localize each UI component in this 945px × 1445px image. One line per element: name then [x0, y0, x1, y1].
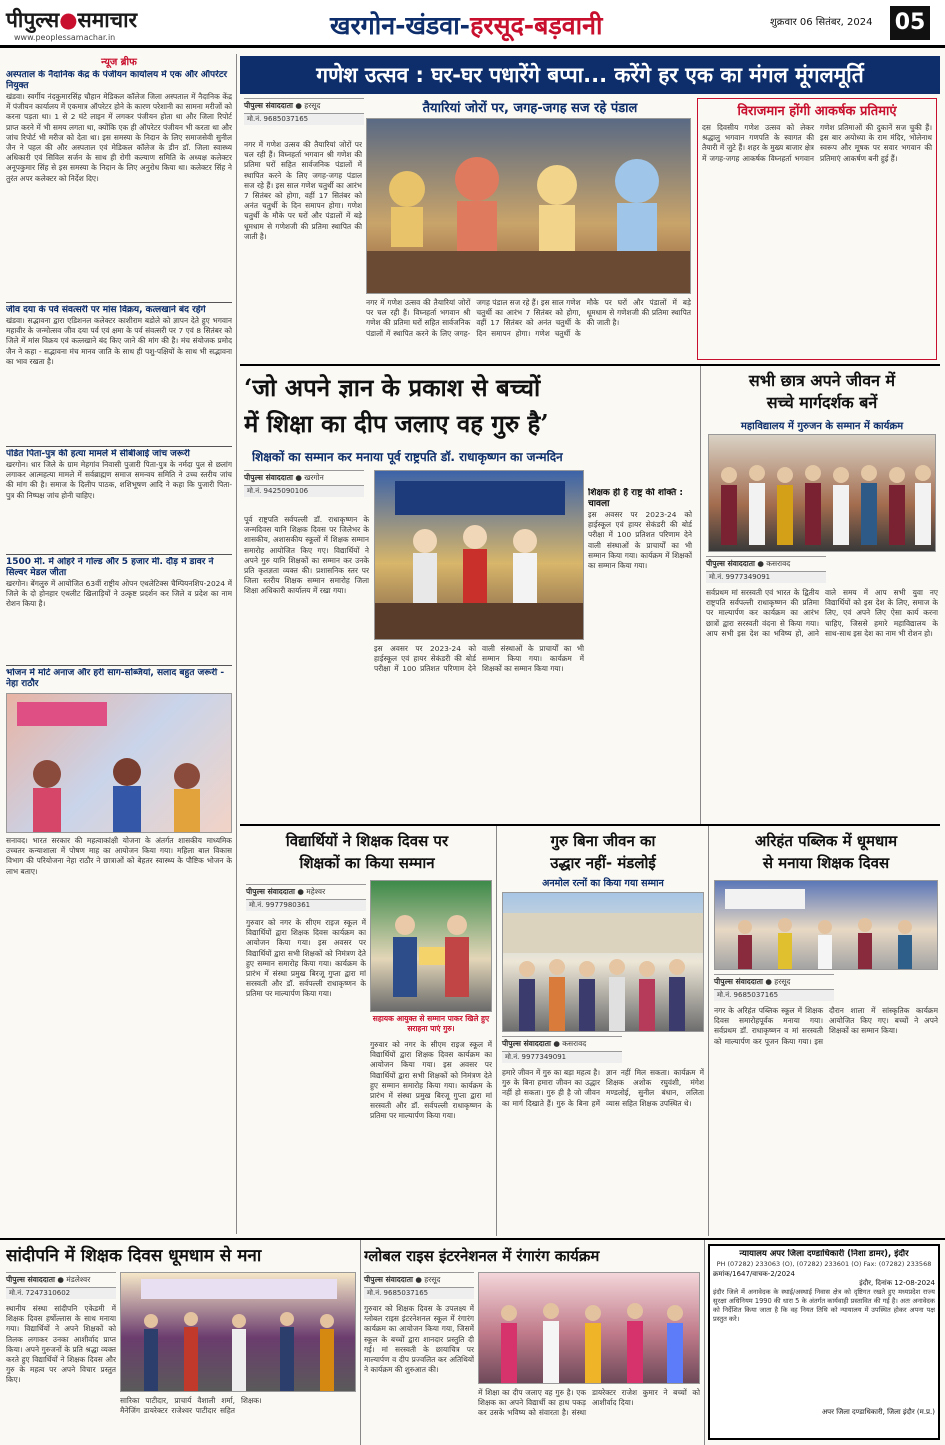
ganesh-sub-headline: विराजमान होंगी आकर्षक प्रतिमाएं	[737, 104, 897, 119]
ganesh-headline: गणेश उत्सव : घर-घर पधारेंगे बप्पा... करेंगे हर एक का मंगल मूंगलमूर्ति	[240, 56, 940, 94]
court-footer: अपर जिला दण्डाधिकारी, जिला इंदौर (म.प्र.)	[821, 1408, 935, 1416]
guru-byline: पीपुल्स संवाददाता ● खरगोन मो.नं. 9425090106	[244, 470, 364, 497]
maheshwar-byline: पीपुल्स संवाददाता ● महेश्वर मो.नं. 9977980361	[246, 884, 366, 911]
guru-deck: शिक्षकों का सम्मान कर मनाया पूर्व राष्ट्रपति डॉ. राधाकृष्णन का जन्मदिन	[252, 450, 563, 464]
issue-date: शुक्रवार 06 सितंबर, 2024	[770, 17, 873, 28]
mandloi-headline: गुरु बिना जीवन का उद्धार नहीं- मंडलोई	[550, 832, 656, 872]
ganesh-body: नगर में गणेश उत्सव की तैयारियां जोरों पर चल रही हैं। विघ्नहर्ता भगवान श्री गणेश की प्रतिमा घरों सहित सार्वजनिक पंडालों में स्थापित करने के लिए जगह-जगह पंडाल सज रहे हैं। इस साल गणेश चतुर्थी का आरंभ 7 सितंबर को होगा, वहीं 17 सितंबर को अनंत चतुर्थी के दिन समापन होगा। गणेश चतुर्थी के मौके पर घरों और पंडालों में बड़े धूमधाम से गणेशजी की प्रतिमा स्थापित की जाती है।	[244, 140, 362, 241]
brief-headline-5: भोजन में मोटे अनाज और हरी साग-सब्जियां, सलाद बहुत जरूरी - नेहा राठौर	[6, 668, 225, 689]
brief-body-5: सनावद। भारत सरकार की महत्वाकांक्षी योजना के अंतर्गत शासकीय माध्यमिक उच्चतर कन्याशाला में पोषण माह का आयोजन किया गया। महिला बाल विकास विभाग की परियोजना नेहा राठौर ने छात्राओं को बेहतर स्वास्थ्य के पौष्टिक भोजन के लाभ बताए।	[6, 836, 232, 876]
guru-headline: ‘जो अपने ज्ञान के प्रकाश से बच्चों में शिक्षा का दीप जलाए वह गुरु है’	[244, 373, 549, 438]
mandloi-body: हमारे जीवन में गुरु का बड़ा महत्व है। गुरु के बिना हमारा जीवन का उद्धार नहीं हो सकता। गुरु ही है जो जीवन का मार्ग दिखाते हैं। गुरु के बिना हमें ज्ञान नहीं मिल सकता। कार्यक्रम में शिक्षक अशोक रघुवंशी, मंगेश मण्डलोई, सुनील बंधान, ललिता व्यास सहित शिक्षक उपस्थित थे।	[502, 1068, 704, 1108]
newspaper-logo: पीपुल्स●समाचार	[6, 7, 138, 32]
ganesh-byline: पीपुल्स संवाददाता ● हरसूद मो.नं. 9685037165	[244, 98, 364, 125]
page-number: 05	[890, 6, 930, 40]
ganesh-body-continued: नगर में गणेश उत्सव की तैयारियां जोरों पर चल रही हैं। विघ्नहर्ता भगवान श्री गणेश की प्रतिमा घरों सहित सार्वजनिक पंडालों में स्थापित करने के लिए जगह-जगह पंडाल सज रहे हैं। इस साल गणेश चतुर्थी का आरंभ 7 सितंबर को होगा, वहीं 17 सितंबर को अनंत चतुर्थी के दिन समापन होगा। गणेश चतुर्थी के मौके पर घरों और पंडालों में बड़े धूमधाम से गणेशजी की प्रतिमा स्थापित की जाती है।	[366, 298, 691, 338]
news-brief-column	[6, 54, 232, 1054]
court-notice	[708, 1244, 940, 1440]
court-body: इंदौर जिले में अनावेदक के स्थाई/अस्थाई निवास क्षेत्र को दृष्टिगत रखते हुए मध्यप्रदेश राज्य सुरक्षा अधिनियम 1990 की धारा 5 के अंतर्गत कार्यवाही प्रस्तावित की गई है। अतः अनावेदक को निर्देशित किया जाता है कि वह नियत तिथि को न्यायालय में उपस्थित होकर अपना पक्ष प्रस्तुत करे।	[713, 1288, 935, 1323]
arihant-headline: अरिहंत पब्लिक में धूमधाम से मनाया शिक्षक दिवस	[754, 832, 898, 872]
guru-body-continued: इस अवसर पर 2023-24 को हाईस्कूल एवं हायर सेकंडरी की बोर्ड परीक्षा में 100 प्रतिशत परिणाम देने वाली संस्थाओं के प्राचार्यों का भी सम्मान किया गया। कार्यक्रम में शिक्षकों का सम्मान किया गया।	[374, 644, 584, 674]
mandloi-deck: अनमोल रत्नों का किया गया सम्मान	[542, 878, 664, 889]
mandloi-byline: पीपुल्स संवाददाता ● कसरावद मो.नं. 9977349091	[502, 1036, 622, 1063]
global-body-continued: में शिक्षा का दीप जलाए वह गुरु है। एक शिक्षक का अपने विद्यार्थी का हाथ पकड़ कर उसके भविष्य को संवारता है। संस्था डायरेक्टर राजेश कुमार ने बच्चों को आशीर्वाद दिया।	[478, 1388, 700, 1418]
students-deck: महाविद्यालय में गुरुजन के सम्मान में कार्यक्रम	[740, 421, 904, 432]
brief-headline-1: अस्पताल के नैदानिक केंद्र के पंजीयन कार्यालय में एक और ऑपरेटर नियुक्त	[6, 70, 228, 91]
poshan-mah-photo	[6, 693, 232, 833]
guru-quote-body: इस अवसर पर 2023-24 को हाईस्कूल एवं हायर सेकंडरी की बोर्ड परीक्षा में 100 प्रतिशत परिणाम देने वाली संस्थाओं के प्राचार्यों का भी सम्मान किया गया। कार्यक्रम में शिक्षकों का सम्मान किया गया।	[588, 510, 692, 571]
brief-body-1: खंडवा। स्वर्गीय नंदकुमारसिंह चौहान मेडिकल कॉलेज जिला अस्पताल में नैदानिक केंद्र में पंजीयन कार्यालय में एकमात्र ऑपरेटर होने के कारण परेशानी का सामना मरीजों को करना पड़ता था। 1 से 2 घंटे लाइन में लगकर पंजीयन होता था और जिला रिपोर्ट प्राप्त करने में भी समय लगता था, क्योंकि एक ही ऑपरेटर पंजीयन भी करता था और जांच रिपोर्ट भी मरीज को देता था। इस समस्या के निदान के लिए समाजसेवी सुनील जैन ने पहल की और अस्पताल एवं मेडिकल कॉलेज के डीन डाॅ. जिला स्वास्थ्य अधिकारी एवं सिविल सर्जन के साथ ही रोगी कल्याण समिति के अध्यक्ष कलेक्टर अनूपकुमार सिंह से इस समस्या के निदान के लिए अनुरोध किया था। कलेक्टर सिंह ने तुरंत अपर कलेक्टर को निर्देश दिए।	[6, 92, 232, 183]
global-photo	[478, 1272, 700, 1384]
court-title: न्यायालय अपर जिला दण्डाधिकारी (निशा डामर), इंदौर	[739, 1249, 909, 1259]
news-brief-kicker: न्यूज ब्रीफ	[101, 57, 137, 68]
website-url[interactable]: www.peoplessamachar.in	[14, 33, 116, 42]
arihant-body: नगर के अरिहंत पब्लिक स्कूल में शिक्षक दिवस समारोहपूर्वक मनाया गया। सर्वप्रथम डॉ. राधाकृष्णन व मां सरस्वती को माल्यार्पण कर पूजन किया गया। इस दौरान शाला में सांस्कृतिक कार्यक्रम आयोजित किए गए। बच्चों ने अपने शिक्षकों का सम्मान किया।	[714, 1006, 938, 1046]
arihant-photo	[714, 880, 938, 970]
sandipani-byline: पीपुल्स संवाददाता ● मंडलेश्वर मो.नं. 7247310602	[6, 1272, 116, 1299]
court-date: इंदौर, दिनांक 12-08-2024	[859, 1279, 935, 1287]
court-contact: PH (07282) 233063 (O), (07282) 233601 (O) Fax: (07282) 233568	[716, 1260, 932, 1268]
students-body: सर्वप्रथम मां सरस्वती एवं भारत के द्वितीय राष्ट्रपति सर्वपल्ली राधाकृष्णन की प्रतिमा पर माल्यार्पण कर कार्यक्रम का आरंभ छात्रों द्वारा सरस्वती वंदना से किया गया। आप सभी इस देश का भविष्य हो, आने वाले समय में आप सभी युवा नए विद्यार्थियों को इस देश के लिए, समाज के लिए, एवं अपने लिए ऐसा कार्य करना चाहिए, जिससे हमारे महाविद्यालय के साथ-साथ इस देश का नाम भी रोशन हो।	[706, 588, 938, 638]
brief-body-2: खंडवा। सद्भावना द्वारा एडिशनल कलेक्टर काशीराम बडोले को ज्ञापन देते हुए भगवान महावीर के जन्मोत्सव जीव दया पर्व एवं क्षमा के पर्व संवत्सरी पर 7 एवं 8 सितंबर को जिले में मांस विक्रय एवं कत्लखाने बंद किए जाने की मांग की है। मंच संयोजक प्रमोद जैन ने कहा - सद्भावना मंच मानव जाति के साथ ही पशु-पक्षियों के साथ भी सद्भावना का भाव रखता है।	[6, 316, 232, 366]
section-title: खरगोन-खंडवा-हरसूद-बड़वानी	[330, 11, 603, 40]
sandipani-body: स्थानीय संस्था सांदीपनि एकेडमी में शिक्षक दिवस हर्षोल्लास के साथ मनाया गया। विद्यार्थियों ने अपने शिक्षकों को तिलक लगाकर उनका आशीर्वाद प्राप्त किया। अपने गुरुजनों के प्रति श्रद्धा व्यक्त करते हुए विद्यार्थियों ने शिक्षक दिवस और गुरु के महत्व पर अपने विचार प्रस्तुत किए।	[6, 1304, 116, 1385]
ganesh-sidebar	[697, 98, 937, 360]
students-headline: सभी छात्र अपने जीवन में सच्चे मार्गदर्शक बनें	[748, 371, 896, 412]
maheshwar-photo	[370, 880, 492, 1012]
sandipani-caption: सारिका पाटीदार, प्राचार्य वैशाली शर्मा, मैनेजिंग डायरेक्टर राजेश्वर पाटीदार सहित शिक्षक।	[120, 1396, 262, 1416]
maheshwar-body: गुरुवार को नगर के सीएम राइज स्कूल में विद्यार्थियों द्वारा शिक्षक दिवस कार्यक्रम का आयोजन किया गया। इस अवसर पर विद्यार्थियों द्वारा सभी शिक्षकों को निमंत्रण देते हुए सम्मान समारोह किया गया। कार्यक्रम के प्रारंभ में संस्था प्रमुख बिरजू गुप्ता द्वारा मां सरस्वती और डॉ. सर्वपल्ली राधाकृष्णन के प्रतिमा पर माल्यार्पण किया गया।	[246, 918, 366, 999]
ganesh-sub-body: दस दिवसीय गणेश उत्सव को लेकर श्रद्धालु भगवान गणपति के स्वागत की तैयारी में जुटे हैं। शहर के मुख्य बाजार क्षेत्र में जगह-जगह आकर्षक विघ्नहर्ता भगवान गणेश प्रतिमाओं की दुकानें सज चुकी हैं। इस बार अयोध्या के राम मंदिर, भोलेनाथ स्वरूप और मूषक पर सवार भगवान की प्रतिमाएं आकर्षण बनी हुई हैं।	[702, 123, 932, 163]
mandloi-photo	[502, 892, 704, 1032]
court-case-number: क्रमांक/1647/वाचक-2/2024	[713, 1270, 795, 1278]
guru-quote-title: शिक्षक ही हैं राष्ट्र की शक्ति : चावला	[588, 488, 684, 509]
brief-body-3: खरगोन। धार जिले के ग्राम मेहगांव निवासी पुजारी पिता-पुत्र के नर्मदा पुल से छलांग लगाकर आत्महत्या मामले में सर्वब्राह्मण समाज समन्वय समिति ने उच्च स्तरीय जांच की मांग की है। समाज के दिलीप पाठक, शशिभूषण आदि ने कहा कि पुजारी पिता-पुत्र की निष्पक्ष जांच होनी चाहिए।	[6, 460, 232, 500]
brief-headline-4: 1500 मी. में ओहरे ने गोल्ड और 5 हजार मी. दौड़ में डावर ने सिल्वर मेडल जीता	[6, 557, 214, 578]
arihant-byline: पीपुल्स संवाददाता ● हरसूद मो.नं. 9685037165	[714, 974, 834, 1001]
ganesh-caption: तैयारियां जोरों पर, जगह-जगह सज रहे पंडाल	[422, 101, 638, 116]
students-byline: पीपुल्स संवाददाता ● कसरावद मो.नं. 9977349091	[706, 556, 826, 583]
maheshwar-body-continued: गुरुवार को नगर के सीएम राइज स्कूल में विद्यार्थियों द्वारा शिक्षक दिवस कार्यक्रम का आयोजन किया गया। इस अवसर पर विद्यार्थियों द्वारा सभी शिक्षकों को निमंत्रण देते हुए सम्मान समारोह किया गया। कार्यक्रम के प्रारंभ में संस्था प्रमुख बिरजू गुप्ता द्वारा मां सरस्वती और डॉ. सर्वपल्ली राधाकृष्णन के प्रतिमा पर माल्यार्पण किया गया।	[370, 1040, 492, 1121]
brief-headline-3: पंडित पिता-पुत्र की हत्या मामले में सीबीआई जांच जरूरी	[6, 449, 190, 459]
global-body: गुरुवार को शिक्षक दिवस के उपलक्ष्य में ग्लोबल राइस इंटरनेशनल स्कूल में रंगारंग कार्यक्रम का आयोजन किया गया, जिसमें स्कूल के बच्चों द्वारा शानदार प्रस्तुति दी गई। मां सरस्वती के छायाचित्र पर माल्यार्पण व दीप प्रज्वलित कर अतिथियों ने कार्यक्रम की शुरुआत की।	[364, 1304, 474, 1375]
brief-body-4: खरगोन। बेंगलुरु में आयोजित 63वीं राष्ट्रीय ओपन एथलेटिक्स चैम्पियनशिप-2024 में जिले के दो होनहार एथलीट खिलाड़ियों ने उत्कृष्ट प्रदर्शन कर जिले व प्रदेश का नाम रोशन किया है।	[6, 579, 232, 609]
sandipani-headline: सांदीपनि में शिक्षक दिवस धूमधाम से मना	[6, 1246, 262, 1266]
guru-quote-box	[588, 488, 692, 818]
maheshwar-caption: सहायक आयुक्त से सम्मान पाकर खिले हुए सराहना पाएं गुरु।	[372, 1014, 490, 1033]
students-photo	[708, 434, 936, 552]
maheshwar-headline: विद्यार्थियों ने शिक्षक दिवस पर शिक्षकों का किया सम्मान	[285, 832, 449, 872]
ganesh-idols-photo	[366, 118, 691, 294]
guru-body: पूर्व राष्ट्रपति सर्वपल्ली डॉ. राधाकृष्णन के जन्मदिवस यानि शिक्षक दिवस पर जिलेभर के शासकीय, अशासकीय स्कूलों में शिक्षक सम्मान समारोह आयोजित किए गए। विद्यार्थियों ने अपने गुरु यानि शिक्षकों का सम्मान कर उनके प्रति कृतज्ञता व्यक्त की। प्रशासनिक स्तर पर जिला स्तरीय शिक्षक सम्मान समारोह जिला शिक्षा अधिकारी कार्यालय में रखा गया।	[244, 515, 369, 596]
global-headline: ग्लोबल राइस इंटरनेशनल में रंगारंग कार्यक्रम	[364, 1247, 600, 1265]
brief-headline-2: जीव दया के पर्व संवत्सरी पर मांस विक्रय, कत्लखाने बंद रहेंगे	[6, 305, 206, 315]
guru-ceremony-photo	[374, 470, 584, 640]
global-byline: पीपुल्स संवाददाता ● हरसूद मो.नं. 9685037165	[364, 1272, 474, 1299]
sandipani-photo	[120, 1272, 356, 1392]
